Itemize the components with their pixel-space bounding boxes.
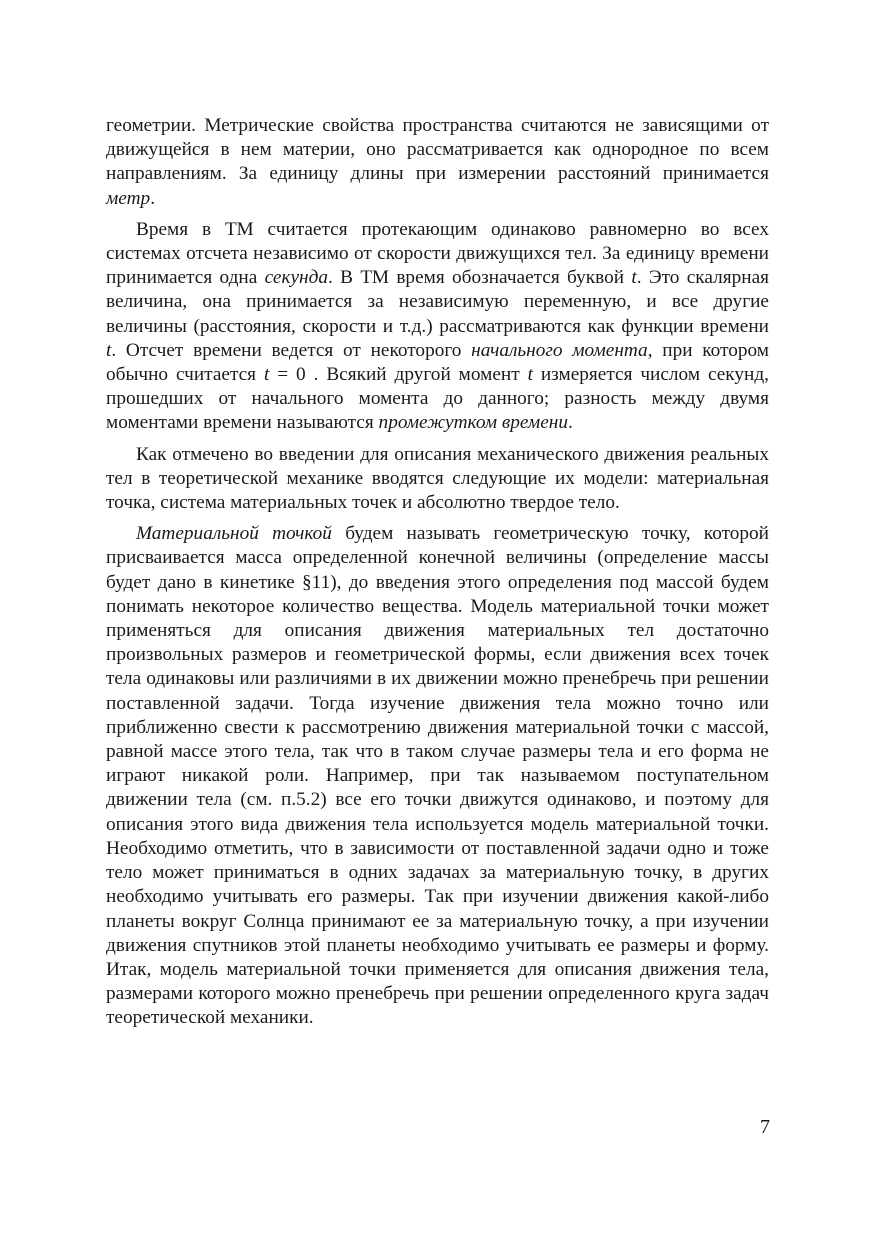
paragraph: геометрии. Метрические свойства пространства считаются не зависящими от движущейся в нем материи, оно рассматривается как однородное по всем направлениям. За единицу длины при измерении расстояний принимается метр. [106, 115, 769, 209]
paragraph: Материальной точкой будем называть геометрическую точку, которой присваивается масса определенной конечной величины (определение массы будет дано в кинетике §11), до введения этого определения под массой будем понимать некоторое количество вещества. Модель материальной точки может применяться для описания движения материальных тел достаточно произвольных размеров и геометрической формы, если движения всех точек тела одинаковы или различиями в их движении можно пренебречь при решении поставленной задачи. Тогда изучение движения тела можно точно или приближенно свести к рассмотрению движения материальной точки с массой, равной массе этого тела, так что в таком случае размеры тела и его форма не играют никакой роли. Например, при так называемом поступательном движении тела (см. п.5.2) все его точки движутся одинаково, и поэтому для описания этого вида движения тела используется модель материальной точки. Необходимо отметить, что в зависимости от поставленной задачи одно и тоже тело может приниматься в одних задачах за материальную точку, в других необходимо учитывать его размеры. Так при изучении движения какой-либо планеты вокруг Солнца принимают ее за материальную точку, а при изучении движения спутников этой планеты необходимо учитывать ее размеры и форму. Итак, модель материальной точки применяется для описания движения тела, размерами которого можно пренебречь при решении определенного круга задач теоретической механики. [106, 523, 769, 1029]
page-body [106, 114, 769, 1038]
page-number: 7 [760, 1116, 770, 1138]
paragraph: Как отмечено во введении для описания механического движения реальных тел в теоретической механике вводятся следующие их модели: материальная точка, система материальных точек и абсолютно твердое тело. [106, 443, 769, 514]
paragraph: Время в ТМ считается протекающим одинаково равномерно во всех системах отсчета независимо от скорости движущихся тел. За единицу времени принимается одна секунда. В ТМ время обозначается буквой t. Это скалярная величина, она принимается за независимую переменную, и все другие величины (расстояния, скорости и т.д.) рассматриваются как функции времени t. Отсчет времени ведется от некоторого начального момента, при котором обычно считается t = 0 . Всякий другой момент t измеряется числом секунд, прошедших от начального момента до данного; разность между двумя моментами времени называются промежутком времени. [106, 218, 769, 434]
